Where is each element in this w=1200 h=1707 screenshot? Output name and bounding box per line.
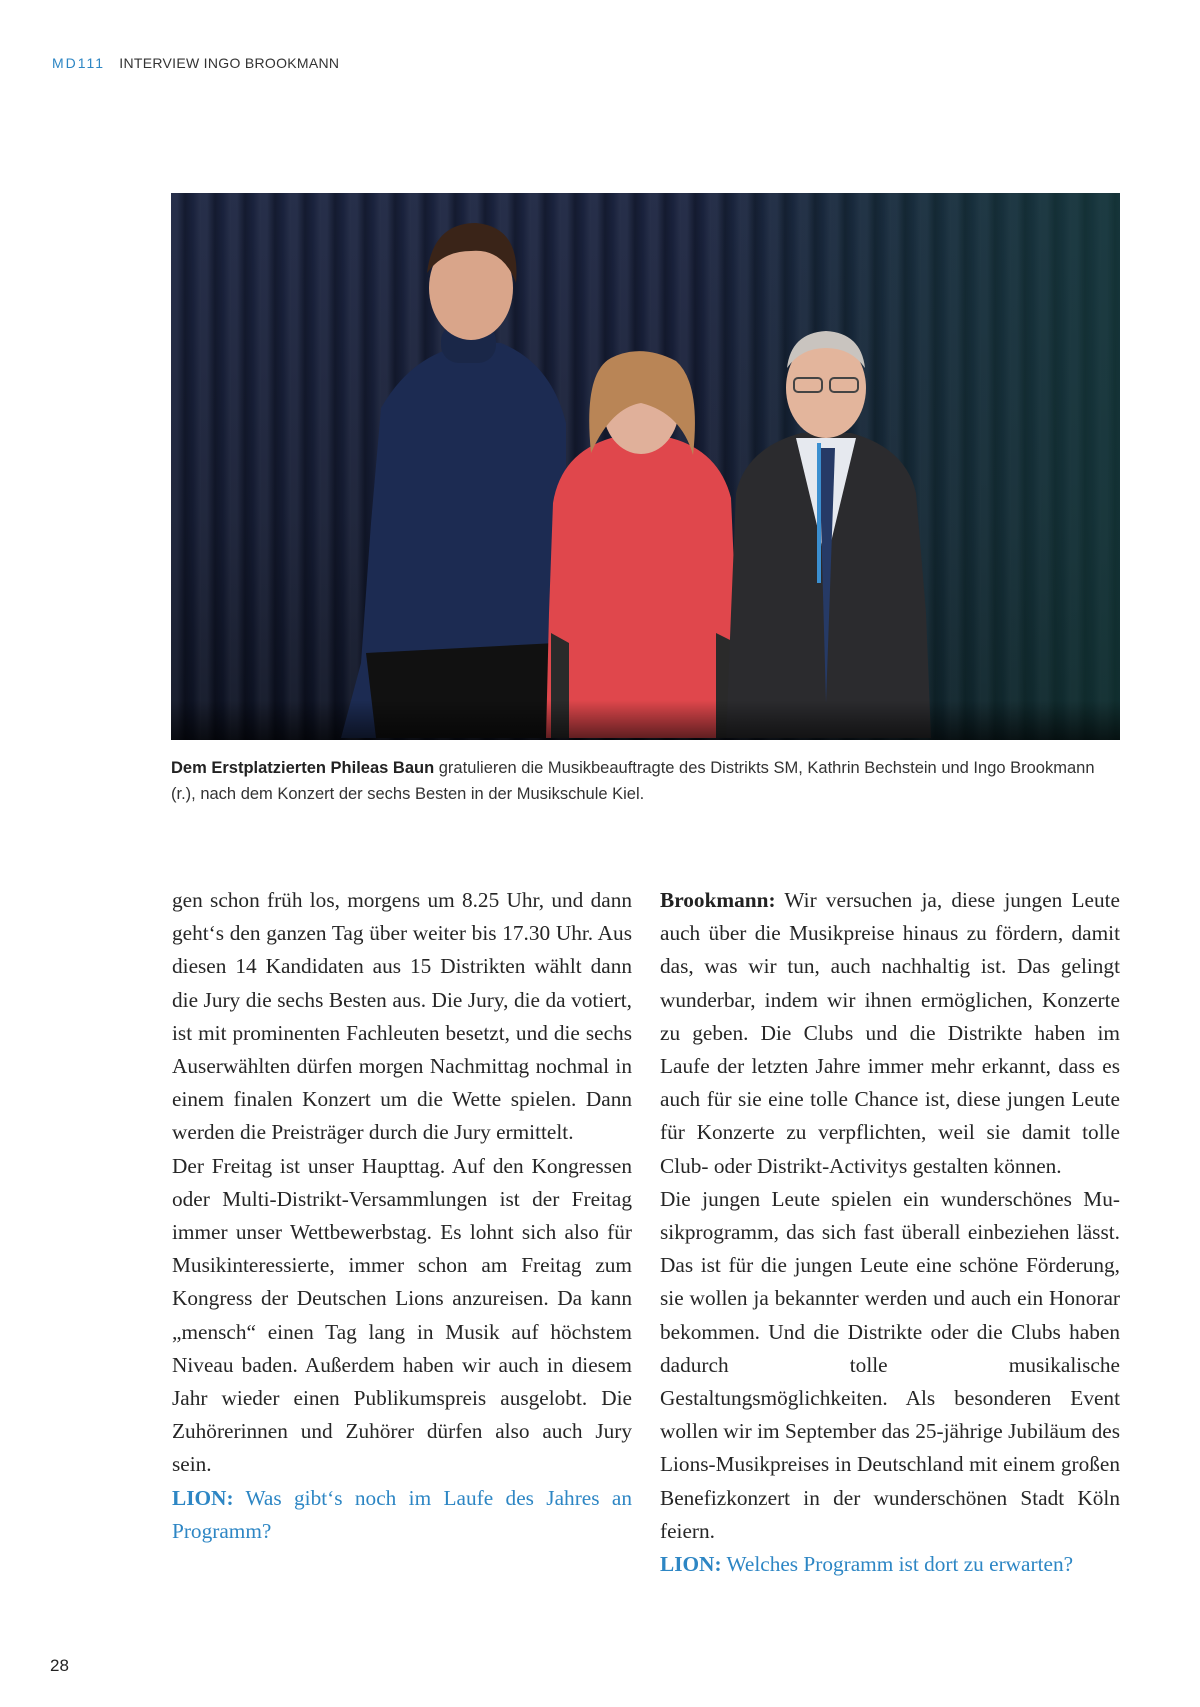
article-title: INTERVIEW INGO BROOKMANN [119,55,340,71]
answer-text: Wir versuchen ja, diese jungen Leute auch über die Musikpreise hinaus zu fördern, damit das, was wir tun, auch nachhaltig ist. Das gelingt wunderbar, indem wir ihnen ermöglichen, Konzerte zu geben. Die Clubs und die Distrikte haben im Laufe der letzten Jahre immer mehr erkannt, dass es auch für sie eine tolle Chance ist, diese jungen Leute für Konzerte zu verpflichten, weil sie damit tolle Club- oder Distrikt-Activitys gestalten können. [660,888,1120,1178]
text-column-right [660,884,1120,1581]
section-label: MD111 [52,55,106,71]
paragraph: Der Freitag ist unser Haupttag. Auf den Kongressen oder Multi-Distrikt-Versammlungen ist der Freitag immer unser Wettbewerbstag. Es lohnt sich also für Musikinteressierte, immer schon am Freitag zum Kongress der Deutschen Lions anzureisen. Da kann „mensch“ einen Tag lang in Musik auf höchstem Niveau baden. Außerdem haben wir auch in diesem Jahr wieder einen Publikumspreis ausgelobt. Die Zuhörerinnen und Zuhörer dürfen also auch Jury sein. [172,1153,632,1477]
paragraph: Die jungen Leute spielen ein wunderschönes Musikprogramm, das sich fast überall einbeziehen lässt. Das ist für die jungen Leute eine schöne Förderung, sie wollen ja bekannter werden und auch ein Honorar bekommen. Und die Distrikte oder die Clubs haben dadurch tolle musikalische Gestaltungsmöglichkeiten. Als besonderen Event wollen wir im September das 25-jährige Jubiläum des Lions-Musikpreises in Deutschland mit einem großen Benefizkonzert in der wunderschönen Stadt Köln feiern. [660,1186,1120,1543]
photo-caption [171,755,1120,807]
caption-lead: Dem Erstplatzierten Phileas Baun [171,759,435,777]
answer-paragraph [660,884,1120,1183]
interview-question [660,1548,1120,1581]
running-header [52,55,339,71]
person-center [546,351,736,738]
page-number: 28 [50,1656,69,1675]
three-people-illustration [171,193,1120,740]
caption-text: gratulieren die Musikbeauftragte des Distrikts SM, Kathrin Bechstein und Ingo Brookmann (r.), nach dem Konzert der sechs Besten in der Musikschule Kiel. [171,759,1095,803]
person-right [726,331,931,738]
question-text: Welches Programm ist dort zu erwarten? [721,1552,1074,1577]
question-text: Was gibt‘s noch im Laufe des Jahres an Programm? [172,1485,632,1543]
paragraph: gen schon früh los, morgens um 8.25 Uhr, und dann geht‘s den ganzen Tag über weiter bis 17.30 Uhr. Aus diesen 14 Kandidaten aus 15 Distrikten wählt dann die Jury die sechs Besten aus. Die Jury, die da votiert, ist mit prominenten Fachleuten besetzt, und die sechs Auserwählten dürfen morgen Nachmittag nochmal in einem finalen Konzert um die Wette spielen. Dann werden die Preisträger durch die Jury ermittelt. [172,888,632,1145]
photo-floor-shadow [171,700,1120,740]
article-photo [171,193,1120,740]
question-label: LION: [172,1485,234,1510]
speaker-label: Brookmann: [660,888,776,912]
interview-question [172,1482,632,1548]
person-left [341,223,566,738]
text-column-left [172,884,632,1548]
question-label: LION: [660,1552,722,1577]
